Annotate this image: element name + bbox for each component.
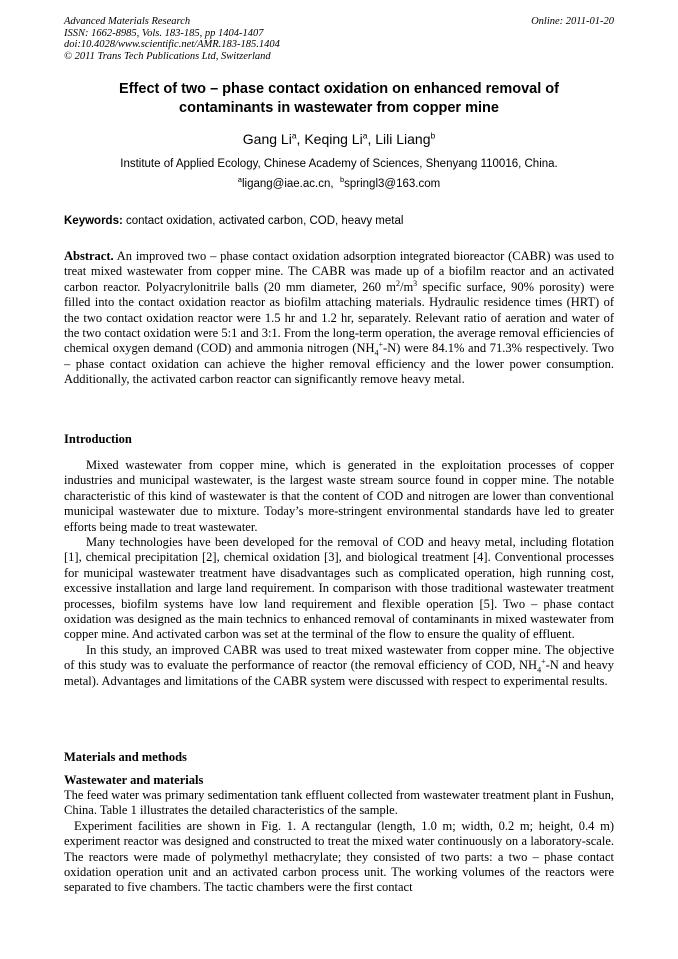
affiliation: Institute of Applied Ecology, Chinese Academy of Sciences, Shenyang 110016, China.	[120, 158, 558, 170]
superscript: 3	[413, 278, 418, 288]
author-name: Keqing Li	[304, 131, 363, 147]
keywords-text: contact oxidation, activated carbon, COD, heavy metal	[122, 215, 404, 227]
online-date: Online: 2011-01-20	[531, 16, 614, 27]
section-heading-methods: Materials and methods	[64, 750, 187, 764]
paragraph: Many technologies have been developed for the removal of COD and heavy metal, including flotation [1], chemical precipitation [2], chemical oxidation [3], and biological treatment [4]. Conventional processes for municipal wastewater treatment have disadvantages such as complicated operation, high running cost, excessive installation and large land requirement. In comparison with those traditional wastewater treatment processes, biofilm systems have low land requirement and flexible operation [5]. Two – phase contact oxidation was designed as the main technics to enhanced removal of contaminants in mixed wastewater from copper mine. And activated carbon was set at the terminal of the flow to ensure the quality of effluent.	[64, 535, 614, 642]
affiliation-mark: b	[430, 130, 436, 141]
abstract-label: Abstract.	[64, 249, 114, 263]
author-separator: ,	[367, 131, 376, 147]
introduction-body	[64, 458, 614, 689]
paragraph: Experiment facilities are shown in Fig. 1. A rectangular (length, 1.0 m; width, 0.2 m; height, 0.4 m) experiment reactor was designed and constructed to treat the mixed water continuously on a laboratory-scale. The reactors were made of polymethyl methacrylate; they consisted of two parts: a two – phase contact oxidation operation unit and an activated carbon process unit. The working volumes of the reactors were separated to five chambers. The tactic chambers were the first contact	[64, 818, 614, 895]
subscript: 4	[374, 348, 379, 358]
paragraph	[64, 643, 614, 689]
paragraph: The feed water was primary sedimentation tank effluent collected from wastewater treatment plant in Fushun, China. Table 1 illustrates the detailed characteristics of the sample.	[64, 788, 614, 818]
paragraph-text: -N and heavy metal). Advantages and limitations of the CABR system were discussed with respect to experimental results.	[64, 658, 615, 688]
abstract-text: specific surface, 90% porosity) were filled into the contact oxidation reactor as biofilm attaching materials. Hydraulic residence times (HRT) of the two contact oxidation reactor were 1.5 hr and 1.2 hr, separately. Relevant ratio of aeration and water of the two contact oxidation were 5:1 and 3:1. From the long-term operation, the average removal efficiencies of chemical oxygen demand (COD) and ammonia nitrogen (NH	[64, 279, 615, 356]
abstract	[64, 249, 614, 388]
methods-body	[64, 788, 614, 896]
paper-title	[60, 80, 618, 118]
affiliation-mark: b	[339, 175, 345, 185]
affiliation-mark: a	[291, 130, 297, 141]
superscript: 2	[395, 278, 400, 288]
abstract-text: -N) were 84.1% and 71.3% respectively. Two – phase contact oxidation can achieve the higher removal efficiency and the lower power consumption. Additionally, the activated carbon reactor can significantly remove heavy metal.	[64, 341, 614, 387]
title-line-1: Effect of two – phase contact oxidation on enhanced removal of	[119, 81, 559, 97]
abstract-text: An improved two – phase contact oxidation adsorption integrated bioreactor (CABR) was used to treat mixed wastewater from copper mine. The CABR was made up of a biofilm reactor and an activated carbon reactor. Polyacrylonitrile balls (20 mm diameter, 260 m	[64, 249, 614, 294]
email-link[interactable]: springl3@163.com	[344, 178, 441, 190]
keywords	[64, 214, 403, 229]
subscript: 4	[537, 665, 542, 675]
abstract-text: /m	[399, 279, 414, 294]
author-emails	[60, 177, 618, 192]
issn-line: ISSN: 1662-8985, Vols. 183-185, pp 1404-1407	[64, 27, 264, 39]
paragraph: Mixed wastewater from copper mine, which is generated in the exploitation processes of copper industries and municipal wastewater, is the largest waste stream source found in copper mine. The notable characteristic of this kind of wastewater is that the content of COD and nitrogen are lower than conventional municipal wastewater due to mixture. Today’s more-stringent environmental standards have led to greater efforts being made to treat wastewater.	[64, 458, 614, 534]
affiliation-mark: a	[362, 130, 368, 141]
doi-line: doi:10.4028/www.scientific.net/AMR.183-185.1404	[64, 39, 280, 50]
author-separator: ,	[296, 131, 305, 147]
superscript: +	[378, 340, 384, 350]
superscript: +	[541, 657, 546, 667]
paragraph-text: In this study, an improved CABR was used to treat mixed wastewater from copper mine. The objective of this study was to evaluate the performance of reactor (the removal efficiency of COD, NH	[64, 642, 614, 673]
author-list	[60, 130, 618, 148]
keywords-label: Keywords:	[64, 215, 123, 227]
email-link[interactable]: ligang@iae.ac.cn,	[241, 178, 334, 190]
subsection-heading: Wastewater and materials	[64, 773, 204, 787]
author-name: Lili Liang	[375, 131, 431, 147]
copyright-line: © 2011 Trans Tech Publications Ltd, Switzerland	[64, 50, 271, 62]
journal-header	[64, 16, 280, 62]
author-name: Gang Li	[242, 131, 292, 147]
journal-name: Advanced Materials Research	[64, 16, 191, 27]
affiliation-mark: a	[237, 175, 242, 185]
title-line-2: contaminants in wastewater from copper mine	[179, 100, 499, 116]
section-heading-introduction: Introduction	[64, 432, 132, 446]
